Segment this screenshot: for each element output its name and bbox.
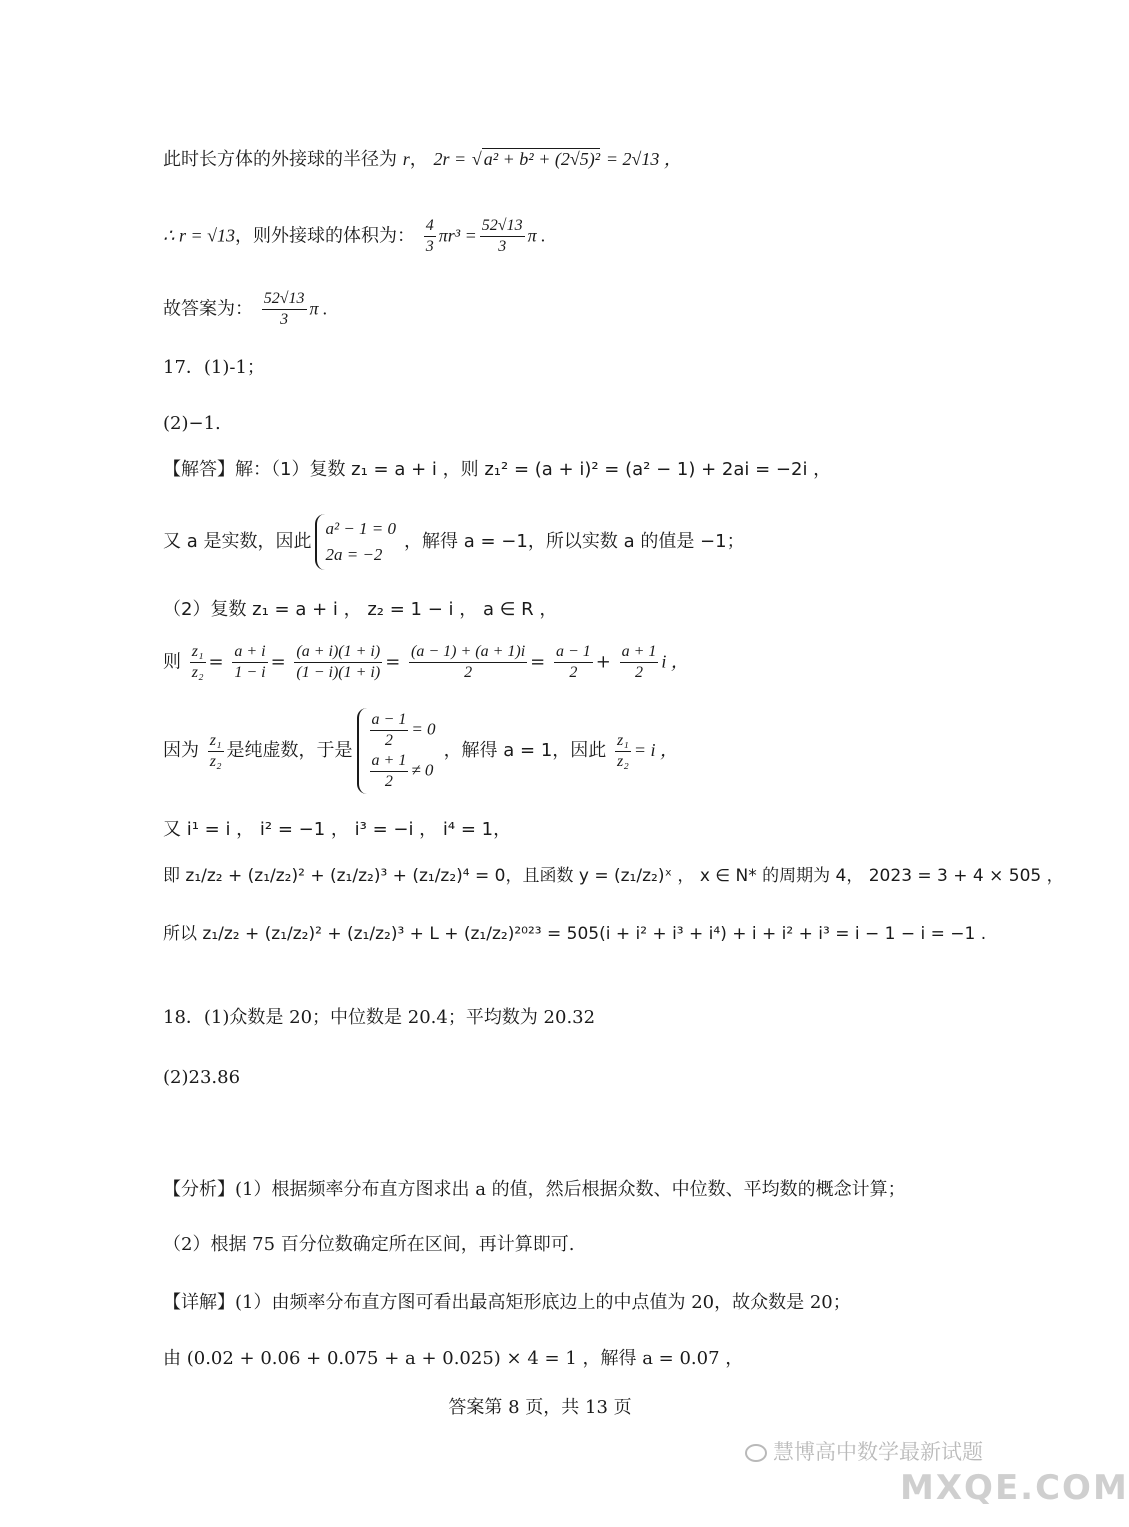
q18-answer-1: 18．(1)众数是 20；中位数是 20.4；平均数为 20.32: [163, 1007, 596, 1028]
volume-line: ∴ r = √13，则外接球的体积为： $\frac{4}{3}$ πr³ = $\frac{52√13}{3}$ π .: [163, 217, 546, 255]
fraction: $\frac{(a + i)(1 + i)}{(1 - i)(1 + i)}$: [296, 643, 381, 681]
detail-line-2: 由 (0.02 + 0.06 + 0.075 + a + 0.025) × 4 = 1 ，解得 a = 0.07 ，: [163, 1348, 744, 1369]
radius-eq-a: 2r =: [433, 149, 467, 169]
fraction: $\frac{a - 1}{2}$: [555, 643, 591, 681]
period-line: 即 z₁/z₂ + (z₁/z₂)² + (z₁/z₂)³ + (z₁/z₂)⁴ = 0，且函数 y = (z₁/z₂)ˣ ， x ∈ N* 的周期为 4， 2023 = 3 + 4 × 505 ，: [163, 866, 1064, 886]
equation-system: $\frac{a - 1}{2}$ = 0 $\frac{a + 1}{2}$ ≠ 0: [357, 708, 440, 794]
fraction: $\frac{52√13}{3}$: [481, 217, 523, 255]
detail-line-1: 【详解】(1）由频率分布直方图可看出最高矩形底边上的中点值为 20，故众数是 20；: [163, 1292, 851, 1313]
radius-line: 此时长方体的外接球的半径为 r， 2r = √ a² + b² + (2√5)² = 2√13 ，: [163, 149, 682, 170]
q18-answer-2: (2)23.86: [163, 1067, 241, 1088]
analysis-line-2: （2）根据 75 百分位数确定所在区间，再计算即可.: [163, 1234, 575, 1255]
fraction: $\frac{4}{3}$: [425, 217, 434, 255]
volume-text: ，则外接球的体积为：: [234, 225, 415, 247]
quotient-line: 则 $\frac{\text{z₁}}{\text{z₂}}$ = $\frac{a + i}{1 - i}$ = $\frac{(a + i)(1 + i)}{(1 - i)(1 + i)}$ = $\frac{(a - 1) + (a + 1)i}{2}$ = $\frac{a - 1}{2}$ + $\frac{a + 1}{2}$ i ，: [163, 643, 689, 681]
system-line-1: 又 a 是实数，因此 a² − 1 = 0 2a = −2 ，解得 a = −1，所以实数 a 的值是 −1；: [163, 514, 745, 570]
radius-var: r: [402, 149, 410, 169]
q17-answer-2: (2)−1.: [163, 413, 221, 434]
equation-system: a² − 1 = 0 2a = −2: [315, 514, 400, 570]
analysis-line-1: 【分析】(1）根据频率分布直方图求出 a 的值，然后根据众数、中位数、平均数的概念计算；: [163, 1179, 906, 1200]
fraction: $\frac{a + i}{1 - i}$: [234, 643, 266, 681]
fraction: $\frac{\text{z₁}}{\text{z₂}}$: [191, 643, 204, 681]
solution-line-2: （2）复数 z₁ = a + i ， z₂ = 1 − i ， a ∈ R ，: [163, 599, 558, 620]
fraction: $\frac{\text{z₁}}{\text{z₂}}$: [617, 731, 629, 770]
pure-imaginary-line: 因为 $\frac{\text{z₁}}{\text{z₂}}$ 是纯虚数，于是 $\frac{a - 1}{2}$ = 0 $\frac{a + 1}{2}$ ≠ 0 ，解得 a = 1，因此 $\frac{\text{z₁}}{\text{z₂}}$ = i ，: [163, 708, 678, 794]
fraction: $\frac{a + 1}{2}$: [621, 643, 657, 681]
radius-text: 此时长方体的外接球的半径为: [163, 149, 397, 170]
answer-line: 故答案为： $\frac{52√13}{3}$ π .: [163, 290, 328, 328]
sum-line: 所以 z₁/z₂ + (z₁/z₂)² + (z₁/z₂)³ + L + (z₁/z₂)²⁰²³ = 505(i + i² + i³ + i⁴) + i + i² + i³ = i − 1 − i = −1 .: [163, 924, 987, 944]
volume-r: ∴ r = √13: [163, 225, 235, 246]
fraction: $\frac{52√13}{3}$: [263, 290, 305, 328]
fraction: $\frac{\text{z₁}}{\text{z₂}}$: [209, 731, 222, 770]
wechat-icon: [745, 1444, 767, 1462]
fraction: $\frac{(a - 1) + (a + 1)i}{2}$: [411, 643, 526, 681]
watermark-site: MXQE.COM: [900, 1468, 1129, 1508]
radius-eq-b: = 2√13 ，: [605, 149, 682, 169]
answer-text: 故答案为：: [163, 298, 253, 320]
solution-line-1: 【解答】解：（1）复数 z₁ = a + i ，则 z₁² = (a + i)² = (a² − 1) + 2ai = −2i ，: [163, 459, 832, 480]
radius-radicand: a² + b² + (2√5)²: [483, 149, 601, 169]
q17-answer-1: 17．(1)-1；: [163, 357, 265, 378]
page-footer: 答案第 8 页，共 13 页: [448, 1397, 632, 1418]
powers-line: 又 i¹ = i ， i² = −1 ， i³ = −i ， i⁴ = 1，: [163, 819, 512, 840]
watermark-account: 慧博高中数学最新试题: [745, 1436, 983, 1466]
